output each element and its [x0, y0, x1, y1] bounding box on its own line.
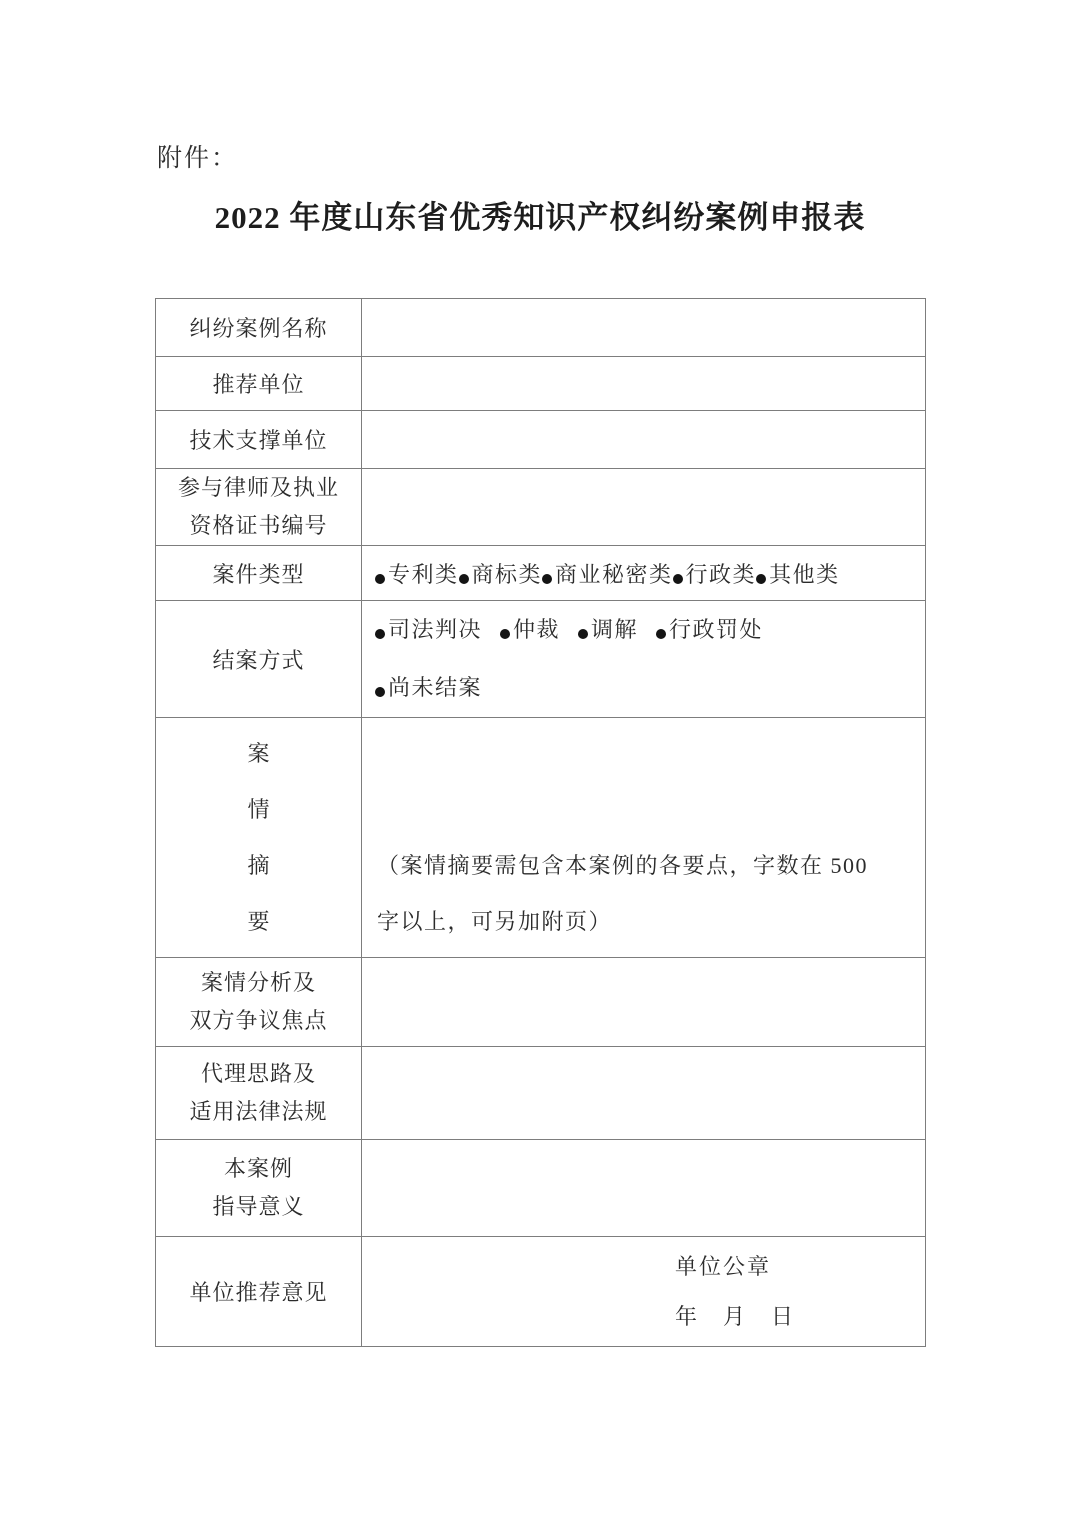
value-cell-unit-recommendation — [362, 1237, 926, 1347]
radio-circle-icon — [500, 629, 510, 639]
row-case-analysis — [156, 958, 926, 1047]
seal-and-date-block — [675, 1242, 915, 1342]
date-label: 年 月 日 — [675, 1303, 796, 1329]
value-cell-technical-support-unit — [362, 411, 926, 469]
row-label-technical-support-unit: 技术支撑单位 — [156, 411, 362, 469]
value-cell-case-type — [362, 546, 926, 601]
row-label-recommending-unit: 推荐单位 — [156, 357, 362, 411]
label-line: 参与律师及执业 — [177, 475, 339, 500]
case-type-option — [673, 562, 757, 587]
case-type-option — [756, 562, 840, 587]
unit-seal-label: 单位公章 — [675, 1253, 772, 1279]
row-label-dispute-case-name: 纠纷案例名称 — [156, 299, 362, 357]
value-cell-closing-method — [362, 601, 926, 718]
label-line: 案情分析及 — [200, 970, 316, 995]
label-char: 摘 — [247, 852, 270, 878]
value-cell-participating-lawyers — [362, 469, 926, 546]
closing-method-option — [656, 617, 763, 642]
radio-circle-icon — [542, 574, 552, 584]
row-agency-approach — [156, 1047, 926, 1140]
row-label-guiding-significance — [156, 1140, 362, 1237]
note-line: （案情摘要需包含本案例的各要点，字数在 500 — [377, 853, 869, 878]
label-line: 适用法律法规 — [189, 1099, 328, 1124]
row-label-case-analysis — [156, 958, 362, 1047]
row-recommending-unit — [156, 357, 926, 411]
value-cell-agency-approach — [362, 1047, 926, 1140]
row-label-closing-method: 结案方式 — [156, 601, 362, 718]
note-line: 字以上，可另加附页） — [377, 909, 613, 934]
closing-method-option — [375, 675, 482, 700]
option-label: 尚未结案 — [388, 675, 483, 700]
label-line: 双方争议焦点 — [189, 1008, 328, 1033]
radio-circle-icon — [375, 574, 385, 584]
value-cell-guiding-significance — [362, 1140, 926, 1237]
row-label-unit-recommendation: 单位推荐意见 — [156, 1237, 362, 1347]
label-line: 代理思路及 — [200, 1061, 316, 1086]
closing-method-option — [578, 617, 638, 642]
row-unit-recommendation — [156, 1237, 926, 1347]
option-label: 司法判决 — [388, 617, 483, 642]
value-cell-case-summary — [362, 718, 926, 958]
closing-method-option — [375, 617, 482, 642]
case-summary-note — [377, 838, 913, 950]
case-type-option — [375, 562, 459, 587]
row-closing-method — [156, 601, 926, 718]
closing-method-options-line2 — [375, 659, 915, 717]
radio-circle-icon — [375, 629, 385, 639]
row-label-case-summary — [156, 718, 362, 958]
row-label-case-type: 案件类型 — [156, 546, 362, 601]
value-cell-recommending-unit — [362, 357, 926, 411]
row-case-type — [156, 546, 926, 601]
case-type-option — [542, 562, 673, 587]
label-line: 本案例 — [223, 1156, 293, 1181]
label-line: 指导意义 — [212, 1194, 305, 1219]
attachment-label: 附件： — [157, 145, 239, 172]
option-label: 商业秘密类 — [555, 561, 673, 587]
value-cell-case-analysis — [362, 958, 926, 1047]
row-label-participating-lawyers — [156, 469, 362, 546]
row-technical-support-unit — [156, 411, 926, 469]
option-label: 仲裁 — [513, 617, 561, 642]
option-label: 行政类 — [685, 561, 757, 587]
radio-circle-icon — [578, 629, 588, 639]
option-label: 商标类 — [471, 561, 543, 587]
case-type-option — [459, 562, 543, 587]
option-label: 其他类 — [769, 561, 840, 587]
label-char: 案 — [247, 740, 270, 766]
application-form-table — [155, 298, 926, 1347]
closing-method-option — [500, 617, 560, 642]
row-guiding-significance — [156, 1140, 926, 1237]
radio-circle-icon — [756, 574, 766, 584]
radio-circle-icon — [673, 574, 683, 584]
label-char: 要 — [247, 908, 270, 934]
label-char: 情 — [247, 796, 270, 822]
closing-method-options-line1 — [375, 601, 915, 659]
value-cell-dispute-case-name — [362, 299, 926, 357]
option-label: 专利类 — [388, 561, 459, 587]
radio-circle-icon — [459, 574, 469, 584]
option-label: 调解 — [591, 617, 639, 642]
row-participating-lawyers — [156, 469, 926, 546]
option-label: 行政罚处 — [669, 617, 764, 642]
radio-circle-icon — [375, 687, 385, 697]
row-dispute-case-name — [156, 299, 926, 357]
row-label-agency-approach — [156, 1047, 362, 1140]
label-line: 资格证书编号 — [189, 513, 328, 538]
page-title: 2022 年度山东省优秀知识产权纠纷案例申报表 — [214, 200, 866, 235]
radio-circle-icon — [656, 629, 666, 639]
row-case-summary — [156, 718, 926, 958]
